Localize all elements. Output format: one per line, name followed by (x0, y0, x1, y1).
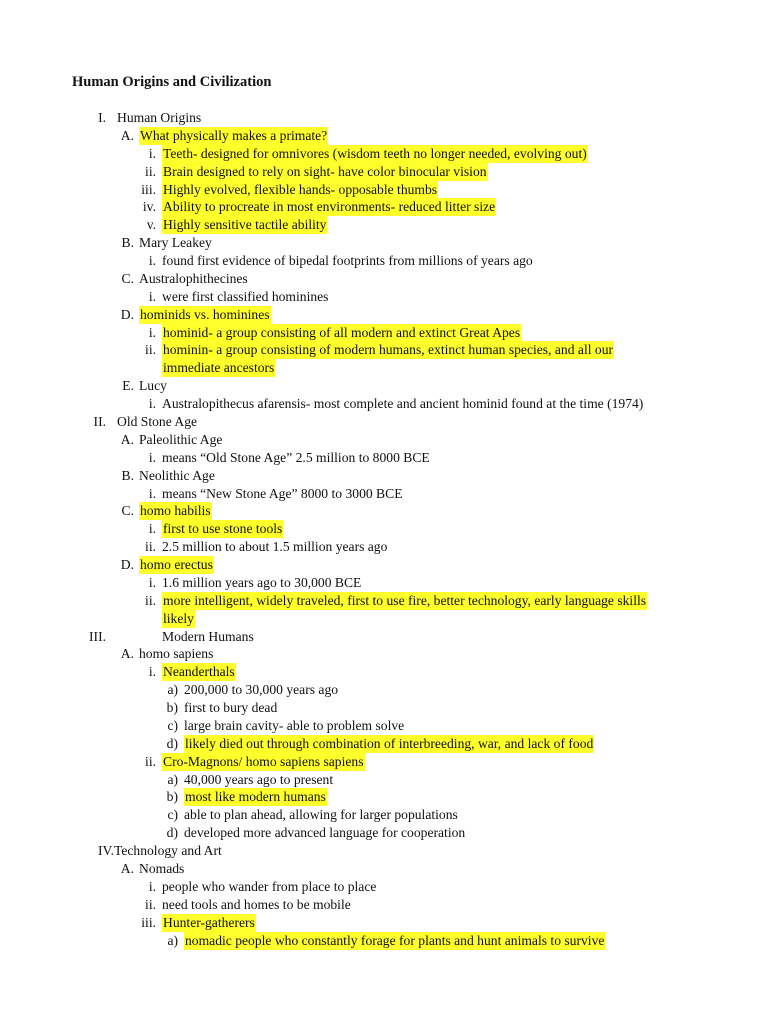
highlighted-text: hominin- a group consisting of modern humans, extinct human species, and all our (163, 342, 614, 358)
outline-marker: iii. (141, 181, 156, 197)
highlighted-text: Brain designed to rely on sight- have color binocular vision (163, 163, 487, 179)
outline-text: Human Origins (117, 110, 202, 125)
outline-text: means “Old Stone Age” 2.5 million to 8000 BCE (162, 449, 430, 465)
outline-marker: II. (93, 414, 106, 429)
outline-marker: III. (89, 628, 106, 644)
outline-marker: A. (120, 431, 134, 447)
outline-text: 200,000 to 30,000 years ago (184, 682, 339, 698)
highlighted-text: immediate ancestors (163, 360, 275, 376)
highlighted-text: more intelligent, widely traveled, first to use fire, better technology, early language skills (163, 592, 647, 608)
outline-text: Paleolithic Age (139, 431, 223, 447)
outline-marker: E. (122, 378, 134, 394)
highlighted-text: homo erectus (140, 557, 213, 572)
outline-text: Old Stone Age (117, 414, 198, 429)
highlighted-text: Ability to procreate in most environments- reduced litter size (163, 199, 496, 215)
outline-text: Lucy (139, 378, 167, 394)
outline-marker: d) (166, 825, 178, 841)
outline-marker: A. (120, 646, 134, 662)
outline-marker: D. (120, 306, 134, 322)
highlighted-text: likely died out through combination of interbreeding, war, and lack of food (185, 735, 594, 751)
outline-text: 2.5 million to about 1.5 million years ago (162, 539, 388, 555)
highlighted-text: homo habilis (140, 503, 211, 519)
outline-text: people who wander from place to place (162, 878, 377, 894)
highlighted-text: most like modern humans (185, 789, 326, 805)
outline-marker: i. (148, 253, 156, 268)
outline-marker: c) (167, 807, 178, 823)
outline-marker: a) (167, 771, 178, 787)
highlighted-text: Teeth- designed for omnivores (wisdom teeth no longer needed, evolving out) (163, 145, 587, 161)
outline-marker: i. (148, 396, 156, 412)
outline-text: Nomads (139, 861, 185, 876)
outline-marker: A. (120, 861, 134, 876)
highlighted-text: Highly evolved, flexible hands- opposable thumbs (163, 181, 438, 197)
outline-marker: d) (166, 735, 178, 751)
highlighted-text: hominids vs. hominines (140, 306, 270, 322)
outline-marker: ii. (145, 539, 156, 555)
outline-marker: B. (121, 235, 134, 251)
outline-marker: ii. (145, 342, 156, 358)
outline-marker: iv. (142, 199, 156, 215)
outline-marker: I. (98, 110, 106, 125)
outline-marker: A. (120, 127, 134, 143)
outline-marker: a) (167, 932, 178, 948)
outline-text: Technology and Art (114, 843, 222, 859)
highlighted-text: Cro-Magnons/ homo sapiens sapiens (163, 753, 364, 769)
outline-marker: ii. (145, 163, 156, 179)
outline-text: Australophithecines (139, 270, 248, 286)
outline-text: means “New Stone Age” 8000 to 3000 BCE (162, 485, 403, 501)
outline-marker: b) (166, 700, 178, 715)
highlighted-text: Highly sensitive tactile ability (163, 217, 327, 233)
outline-marker: i. (148, 145, 156, 161)
outline-marker: c) (167, 717, 178, 733)
outline-text: Modern Humans (162, 628, 254, 644)
highlighted-text: Hunter-gatherers (163, 914, 255, 930)
outline-text: first to bury dead (184, 700, 278, 715)
highlighted-text: first to use stone tools (163, 521, 283, 537)
outline-text: Neolithic Age (139, 467, 215, 483)
outline-marker: i. (148, 574, 156, 590)
outline-marker: a) (167, 682, 178, 698)
outline-marker: i. (148, 449, 156, 465)
outline-marker: ii. (145, 896, 156, 912)
outline-text: were first classified hominines (162, 288, 329, 304)
outline-marker: ii. (145, 592, 156, 608)
outline-marker: b) (166, 789, 178, 805)
outline-marker: B. (121, 467, 134, 483)
outline-marker: i. (148, 485, 156, 501)
outline-marker: D. (120, 557, 134, 572)
document-title: Human Origins and Civilization (72, 74, 272, 90)
outline-text: found first evidence of bipedal footprints from millions of years ago (162, 253, 533, 268)
highlighted-text: Neanderthals (163, 664, 235, 680)
highlighted-text: nomadic people who constantly forage for plants and hunt animals to survive (185, 932, 605, 948)
highlighted-text: hominid- a group consisting of all modern and extinct Great Apes (163, 324, 521, 340)
highlighted-text: What physically makes a primate? (140, 127, 328, 143)
outline-text: developed more advanced language for cooperation (184, 825, 466, 841)
outline-text: Mary Leakey (139, 235, 212, 251)
outline-text: 40,000 years ago to present (184, 771, 334, 787)
outline-marker: C. (121, 270, 134, 286)
outline-marker: i. (148, 664, 156, 680)
outline-text: need tools and homes to be mobile (162, 896, 351, 912)
outline-marker: iii. (141, 914, 156, 930)
outline-marker: ii. (145, 753, 156, 769)
outline-text: large brain cavity- able to problem solve (184, 717, 405, 733)
outline-marker: i. (148, 521, 156, 537)
outline-marker: i. (148, 324, 156, 340)
outline-text: homo sapiens (139, 646, 214, 662)
outline-marker: v. (146, 217, 156, 233)
outline-marker: i. (148, 288, 156, 304)
outline-marker: C. (121, 503, 134, 519)
outline-text: able to plan ahead, allowing for larger populations (184, 807, 458, 823)
outline-marker: IV. (98, 843, 114, 859)
highlighted-text: likely (163, 610, 194, 626)
outline-text: 1.6 million years ago to 30,000 BCE (162, 574, 362, 590)
outline-text: Australopithecus afarensis- most complete and ancient hominid found at the time (1974) (162, 396, 644, 412)
outline-marker: i. (148, 878, 156, 894)
